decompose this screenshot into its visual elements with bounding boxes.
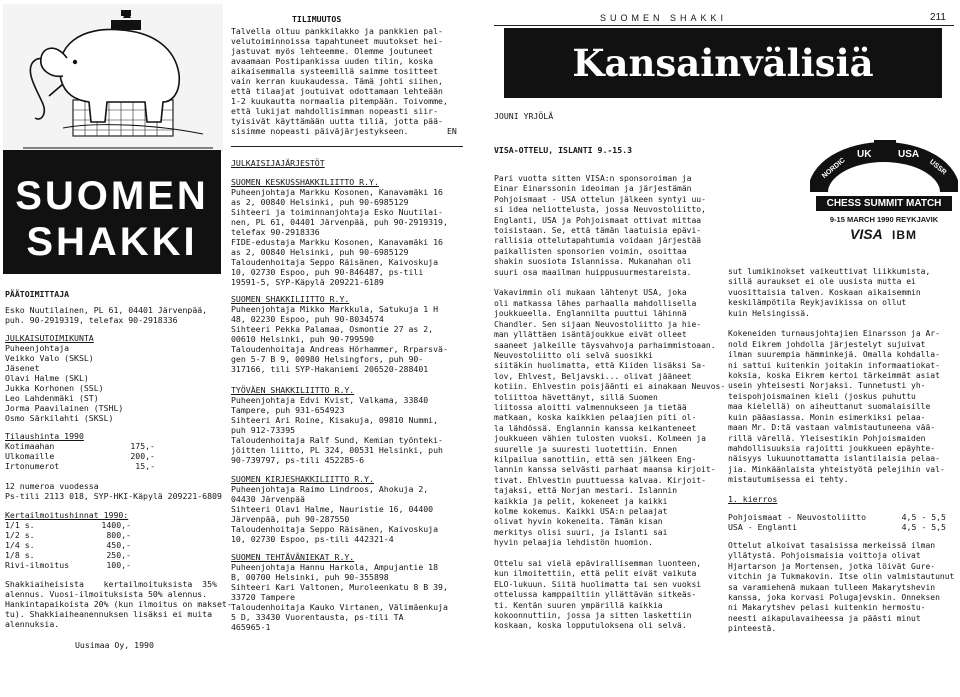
org-text: Puheenjohtaja Edvi Kvist, Valkama, 33840 Tampere, puh 931-654923 Sihteeri Ari Roine, Kisakuja, 09810 Nummi, puh 912-73395 Taloudenhoitaja Ralf Sund, Kemian työnteki- jöitten liitto, PL 324, 00531 Helsinki, puh 90-739797, ps-tili 452285-6: [231, 395, 443, 465]
kierros-match: USA - Englanti: [728, 522, 798, 532]
kertailmoitus-row: [5, 540, 131, 550]
kierros-table: [728, 512, 946, 532]
tilaushinta-row: [5, 441, 155, 451]
article-column-2: sut lumikinokset vaikeuttivat liikkumista, sillä auraukset ei ole uusista mutta ei vuosittaisia talven. Koskaan aikaisemmin keskilämpötila Reykjavikissa on ollut kuin Helsingissä. Kokeneiden turnausjohtajien Einarsson ja Ar- nold Eikrem johdolla järjestelyt sujuivat ilman suurempia hämminkejä. Omalla kohdalla- ni sattui kuitenkin joitakin informaatiokat- koksia, koska Eikrem kertoi tärkeimmät asiat usein yhteisesti Norjaksi. Tunnetusti yh- teispohjoismainen kieli (joskus puhuttu maa kielellä) on aiheuttanut suomalaisille kuin pääasiassa. Monin esimerkiksi pelaa- maan Mr. D:tä vastaan valmistautuneena vää- rillä värellä. Yleisestikin Pohjoismaiden mahdollisuuksia rajoitti joukkueen epäyhte- näisyys lukuunottamatta islantilaisia pelaa- jia. Minkäänlaista yhteistyötä pelejihin val- mistautumisessa ei tehty.: [728, 267, 945, 485]
org-text: Puheenjohtaja Raimo Lindroos, Ahokuja 2, 04430 Järvenpää Sihteeri Olavi Halme, Nauristie 16, 04400 Järvenpää, puh 90-287550 Taloudenhoitaja Seppo Räisänen, Kaivoskuja 10, 02730 Espoo, ps-tili 442321-4: [231, 484, 439, 544]
kierros-heading: 1. kierros: [728, 494, 778, 504]
tilaushinta-heading: Tilaushinta 1990: [5, 431, 84, 441]
org-name: SUOMEN KIRJESHAKKILIITTO R.Y.: [231, 474, 374, 484]
org-text: Puheenjohtaja Mikko Markkula, Satukuja 1 H 48, 02230 Espoo, puh 90-8034574 Sihteeri Pekka Palamaa, Osmontie 27 as 2, 00610 Helsinki, puh 90-799590 Taloudenhoitaja Andreas Hörhammer, Rrparsvä- gen 5-7 B 9, 00980 Helsingfors, puh 90- 317166, tili SYP-Hakaniemi 206520-288401: [231, 304, 448, 374]
julkaisutoimikunta-text: Puheenjohtaja Veikko Valo (SKSL) Jäsenet Olavi Halme (SKL) Jukka Korhonen (SSL) Leo Lahdenmäki (ST) Jorma Paavilainen (TSHL) Osmo Särkilahti (SKSL): [5, 343, 124, 423]
tilaushinta-label: Irtonumerot: [5, 461, 60, 471]
tilimuutos-notice: Talvella oltuu pankkilakko ja pankkien pal- velutoiminnoissa tapahtuneet muutokset hei- jastuvat myös lehteemme. Olemme joutuneet avaamaan Postipankissa uuden tilin, koska aikaisemmalla systeemillä saimme tositteet vain kerran kuukaudessa. Tämä johti siihen, että tilaajat joutuivat odottamaan lehteään 1-2 kuukautta normaalia pitempään. Toivomme, että lukijat mahdollisimman nopeasti siir- tyisivät käyttämään uutta tiliä, jotta pää- sisimme nopeasti päiväjärjestykseen.: [231, 26, 448, 136]
badge-title: CHESS SUMMIT MATCH: [816, 196, 952, 211]
right-page: [480, 0, 960, 697]
kierros-row: [728, 522, 946, 532]
kertailmoitus-value: 450,-: [106, 540, 131, 550]
tilaushinta-table: [5, 441, 155, 471]
org-text: Puheenjohtaja Hannu Harkola, Ampujantie 18 B, 00700 Helsinki, puh 90-355898 Sihteeri Kari Valtonen, Muroleenkatu 8 B 39, 33720 Tampere Taloudenhoitaja Kauko Virtanen, Välimäenkuja 5 D, 33430 Vuorentausta, ps-tili TA 465965-1: [231, 562, 448, 632]
article-author: JOUNI YRJÖLÄ: [494, 111, 554, 121]
printer-line: Uusimaa Oy, 1990: [75, 640, 154, 650]
kierros-row: [728, 512, 946, 522]
badge-label: USSR: [928, 158, 948, 177]
event-line: VISA-OTTELU, ISLANTI 9.-15.3: [494, 145, 633, 155]
ibm-logo: IBM: [892, 228, 917, 242]
left-header-title: TILIMUUTOS: [292, 14, 342, 24]
article-banner: Kansainvälisiä kilpailuja: [504, 28, 942, 98]
paatoimittaja-text: Esko Nuutilainen, PL 61, 04401 Järvenpää, puh. 90-2919319, telefax 90-2918336: [5, 305, 208, 325]
tilaushinta-value: 15,-: [135, 461, 155, 471]
org-name: TYÖVÄEN SHAKKILIITTO R.Y.: [231, 385, 355, 395]
kertailmoitus-value: 250,-: [106, 550, 131, 560]
tilaushinta-row: [5, 461, 155, 471]
kertailmoitus-row: [5, 550, 131, 560]
badge-label: USA: [898, 149, 920, 160]
right-header-title: SUOMEN SHAKKI: [600, 13, 728, 23]
logo-line-1: SUOMEN: [15, 174, 209, 218]
badge-label: UK: [857, 149, 872, 160]
article-column-2-tail: Ottelut alkoivat tasaisissa merkeissä ilman yllätystä. Pohjoismaisia voittoja olivat Hjartarson ja Mortensen, jotka löivät Gure- vitchin ja Tukmakovin. Itse olin valmistautunut sa varamiehenä mukaan tulleen Makarytshevin kanssa, joka korvasi Polugajevskin. Onneksen ni Makarytshev pelasi kuitenkin hermostu- neesti aikapulavaiheessa ja päästi minut pinteestä.: [728, 541, 955, 634]
tilaushinta-label: Ulkomaille: [5, 451, 55, 461]
org-name: SUOMEN SHAKKILIITTO R.Y.: [231, 294, 350, 304]
julkaisutoimikunta-heading: JULKAISUTOIMIKUNTA: [5, 333, 94, 343]
julkaisijajarjestot-heading: JULKAISIJAJÄRJESTÖT: [231, 158, 325, 168]
kertailmoitus-heading: Kertailmoitushinnat 1990:: [5, 510, 129, 520]
kertailmoitus-row: [5, 530, 131, 540]
kertailmoitus-value: 100,-: [106, 560, 131, 570]
notice-divider: [231, 146, 463, 147]
kertailmoitus-row: [5, 520, 131, 530]
org-text: Puheenjohtaja Markku Kosonen, Kanavamäki 16 as 2, 00840 Helsinki, puh 90-6985129 Sihteeri ja toiminnanjohtaja Esko Nuutilai- nen, PL 61, 04401 Järvenpää, puh 90-2919319, telefax 90-2918336 FIDE-edustaja Markku Kosonen, Kanavamäki 16 as 2, 00840 Helsinki, puh 90-6985129 Taloudenhoitaja Seppo Räisänen, Kaivoskuja 10, 02730 Espoo, puh 90-846487, ps-tili 19591-5, SYP-Käpylä 209221-6189: [231, 187, 448, 287]
elephant-chess-illustration: [3, 4, 223, 152]
visa-logo: VISA: [850, 226, 883, 242]
page-number: 211: [930, 12, 946, 23]
kierros-score: 4,5 - 5,5: [901, 512, 946, 522]
chess-summit-badge: [810, 140, 958, 252]
badge-date: 9-15 MARCH 1990 REYKJAVIK: [829, 215, 939, 224]
article-column-1: Pari vuotta sitten VISA:n sponsoroiman ja Einar Einarssonin ideoiman ja järjestämän Pohjoismaat - USA ottelun jälkeen syntyi uu- si idea neliottelusta, jossa Neuvostoliitto, Englanti, USA ja Pohjoismaat ottivat mittaa toisistaan. Se, että tämän laatuisia epävi- rallisia ottelutapahtumia voidaan järjestää paikallisten sponsorien voimin, osoittaa shakin suosiota Islannissa. Mukanahan oli suuri osa maailman huippusuurmestareista. Vakavimmin oli mukaan lähtenyt USA, joka oli matkassa lähes parhaalla mahdollisella joukkueella. Englannilta puuttui lähinnä Chandler. Sen sijaan Neuvostoliitto ja hie- man yllättäen isäntäjoukkue eivät olleet saaneet jalkeille täysvahvoja parhaimmistoaan. Neuvostoliitto oli selvä suosikki siitäkin huolimatta, että Kiiden lisäksi Sa- lov, Ehlvest, Beljavski... olivat jääneet kotiin. Ehlvestin poisjäänti ei ainakaan Neuvos- toliittoa hävettänyt, sillä Suomen liitossa aloitti valmennukseen ja tietää matkaan, koska kaikkien pelaajien piti ol- la lähdössä. Englannin kanssa keikanteneet joukkueen vähien tulosten vuoksi. Kolmeen ja suurelle ja suuresti luotettiin. Ennen kilpailua sanottiin, että sen jälkeen Eng- lannin kanssa selvästi parhaat maansa kirjoit- tivat. Ehlvestin puuttuessa kalvaa. Kirjoit- tajaksi, että Norjan mestari. Islannin kaikkia ja pelit, kokeneet ja kaikki kolme kokemus. Kaikki USA:n pelaajat olivat hyvin kokeneita. Tämän kisan merkitys olisi suuri, ja Islanti sai hyvin pelaajia lehdistön huomion. Ottelu sai vielä epävirallisemman luonteen, kun ilmoitettiin, että pelit eivät vaikuta ELO-lukuun. Siitä huolimatta tai sen vuoksi ottelussa kamppailtiin yllättävän sitkeäs- ti. Kentän suuren ympärillä kaikkia kokoonnuttiin, jossa ja sitten laskettiin koskaan, koska lopputuloksena oli selvä.: [494, 174, 726, 631]
suomen-shakki-logo: [3, 150, 221, 274]
kertailmoitus-label: 1/8 s.: [5, 550, 35, 560]
tilaushinta-label: Kotimaahan: [5, 441, 55, 451]
paatoimittaja-heading: PÄÄTOIMITTAJA: [5, 289, 70, 299]
org-name: SUOMEN KESKUSSHAKKILIITTO R.Y.: [231, 177, 379, 187]
kierros-score: 4,5 - 5,5: [901, 522, 946, 532]
vuodessa-text: 12 numeroa vuodessa Ps-tili 2113 018, SYP-HKI-Käpylä 209221-6809: [5, 481, 222, 501]
tilaushinta-value: 175,-: [130, 441, 155, 451]
kertailmoitus-table: [5, 520, 131, 570]
header-divider: [494, 25, 954, 26]
logo-line-2: SHAKKI: [26, 220, 198, 264]
kertailmoitus-label: Rivi-ilmoitus: [5, 560, 70, 570]
org-name: SUOMEN TEHTÄVÄNIEKAT R.Y.: [231, 552, 355, 562]
tilaushinta-row: [5, 451, 155, 461]
shakkiaiheisista-text: Shakkiaiheisista kertailmoituksista 35% alennus. Vuosi-ilmoituksista 50% alennus. Hankintapaikoista 20% (kun ilmoitus on makset- tu). Shakkiaiheanennuksen lisäksi ei muita alennuksia.: [5, 579, 232, 629]
kertailmoitus-row: [5, 560, 131, 570]
kertailmoitus-value: 800,-: [106, 530, 131, 540]
kertailmoitus-label: 1/2 s.: [5, 530, 35, 540]
kertailmoitus-label: 1/1 s.: [5, 520, 35, 530]
kierros-match: Pohjoismaat - Neuvostoliitto: [728, 512, 867, 522]
kertailmoitus-label: 1/4 s.: [5, 540, 35, 550]
badge-label: NORDIC: [820, 156, 847, 181]
notice-signature: EN: [447, 126, 457, 136]
kertailmoitus-value: 1400,-: [101, 520, 131, 530]
tilaushinta-value: 200,-: [130, 451, 155, 461]
